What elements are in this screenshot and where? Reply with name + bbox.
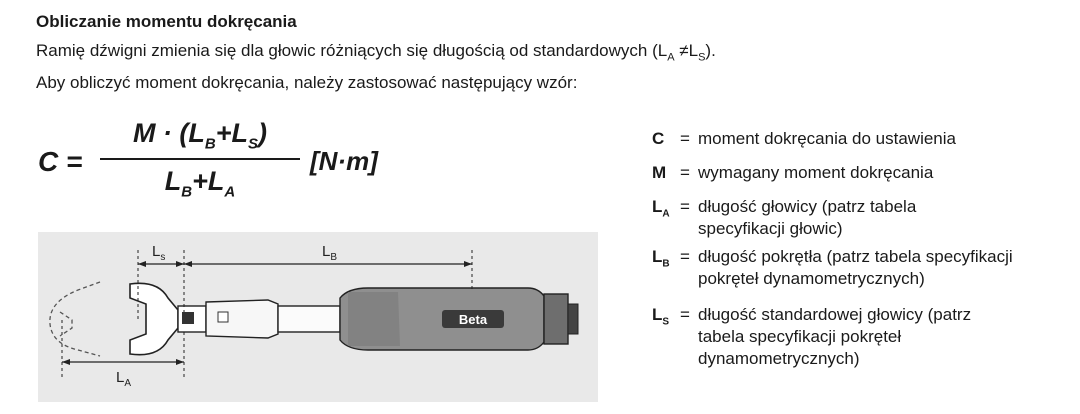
num-part-3: ) bbox=[258, 118, 268, 148]
section-heading: Obliczanie momentu dokręcania bbox=[36, 12, 297, 31]
den-part-1: L bbox=[164, 166, 182, 196]
adjuster-knob bbox=[568, 304, 578, 334]
legend-description: wymagany moment dokręcania bbox=[698, 163, 934, 182]
intro-line-1 bbox=[36, 38, 716, 70]
legend-equals: = bbox=[680, 197, 690, 216]
insert-sleeve bbox=[206, 300, 278, 338]
intro-sub-s: S bbox=[698, 51, 706, 64]
intro-line-1-text: Ramię dźwigni zmienia się dla głowic różniących się długością od standardowych (L bbox=[36, 41, 668, 60]
intro-line-1-mid: ≠L bbox=[674, 41, 699, 60]
lb-label: $L_B$ bbox=[322, 243, 338, 263]
legend-equals: = bbox=[680, 305, 690, 324]
legend-symbol: M bbox=[652, 163, 667, 182]
den-sub-a: A bbox=[224, 183, 236, 201]
intro-line-2: Aby obliczyć moment dokręcania, należy zastosować następujący wzór: bbox=[36, 73, 578, 93]
sleeve-window bbox=[218, 312, 228, 322]
la-label: $L_A$ bbox=[116, 369, 132, 389]
den-sub-b: B bbox=[181, 183, 193, 201]
num-sub-b: B bbox=[204, 135, 216, 153]
formula-numerator bbox=[100, 118, 300, 152]
num-part-2: +L bbox=[215, 118, 249, 148]
legend-equals: = bbox=[680, 247, 690, 266]
ls-label: $L_s$ bbox=[152, 243, 166, 263]
legend-equals: = bbox=[680, 163, 690, 182]
legend-description: długość standardowej głowicy (patrz tabela specyfikacji pokręteł dynamometrycznych) bbox=[698, 305, 972, 368]
intro-line-1-end: ). bbox=[705, 41, 716, 60]
legend-description: długość pokrętła (patrz tabela specyfikacji pokręteł dynamometrycznych) bbox=[698, 247, 1013, 288]
legend-description: długość głowicy (patrz tabela specyfikacji głowic) bbox=[698, 197, 917, 238]
formula-unit: [N·m] bbox=[310, 146, 378, 176]
brand-label: Beta bbox=[458, 312, 488, 327]
legend-description: moment dokręcania do ustawienia bbox=[698, 129, 956, 148]
intro-text bbox=[36, 38, 716, 95]
num-sub-s: S bbox=[248, 135, 259, 153]
spanner-head bbox=[130, 283, 178, 354]
extended-head-outline bbox=[50, 282, 100, 356]
legend-symbol: $L_A$ bbox=[652, 197, 670, 220]
formula-denominator bbox=[100, 166, 300, 200]
intro-sub-a: A bbox=[667, 51, 675, 64]
wrench-illustration bbox=[38, 232, 598, 402]
connector-pin bbox=[182, 312, 194, 324]
torque-formula bbox=[38, 118, 378, 218]
num-part-1: M · (L bbox=[132, 118, 205, 148]
formula-lhs: C = bbox=[38, 146, 83, 177]
fraction-bar bbox=[100, 158, 300, 160]
legend-symbol: $L_B$ bbox=[652, 247, 670, 270]
legend-symbol: C bbox=[652, 129, 665, 148]
legend-equals: = bbox=[680, 129, 690, 148]
handle-end-cap bbox=[544, 294, 568, 344]
wrench-shaft bbox=[278, 306, 340, 332]
torque-wrench-diagram bbox=[38, 232, 598, 402]
legend-symbol: $L_S$ bbox=[652, 305, 670, 328]
den-part-2: +L bbox=[192, 166, 225, 196]
handle-grip-shade bbox=[348, 292, 400, 346]
